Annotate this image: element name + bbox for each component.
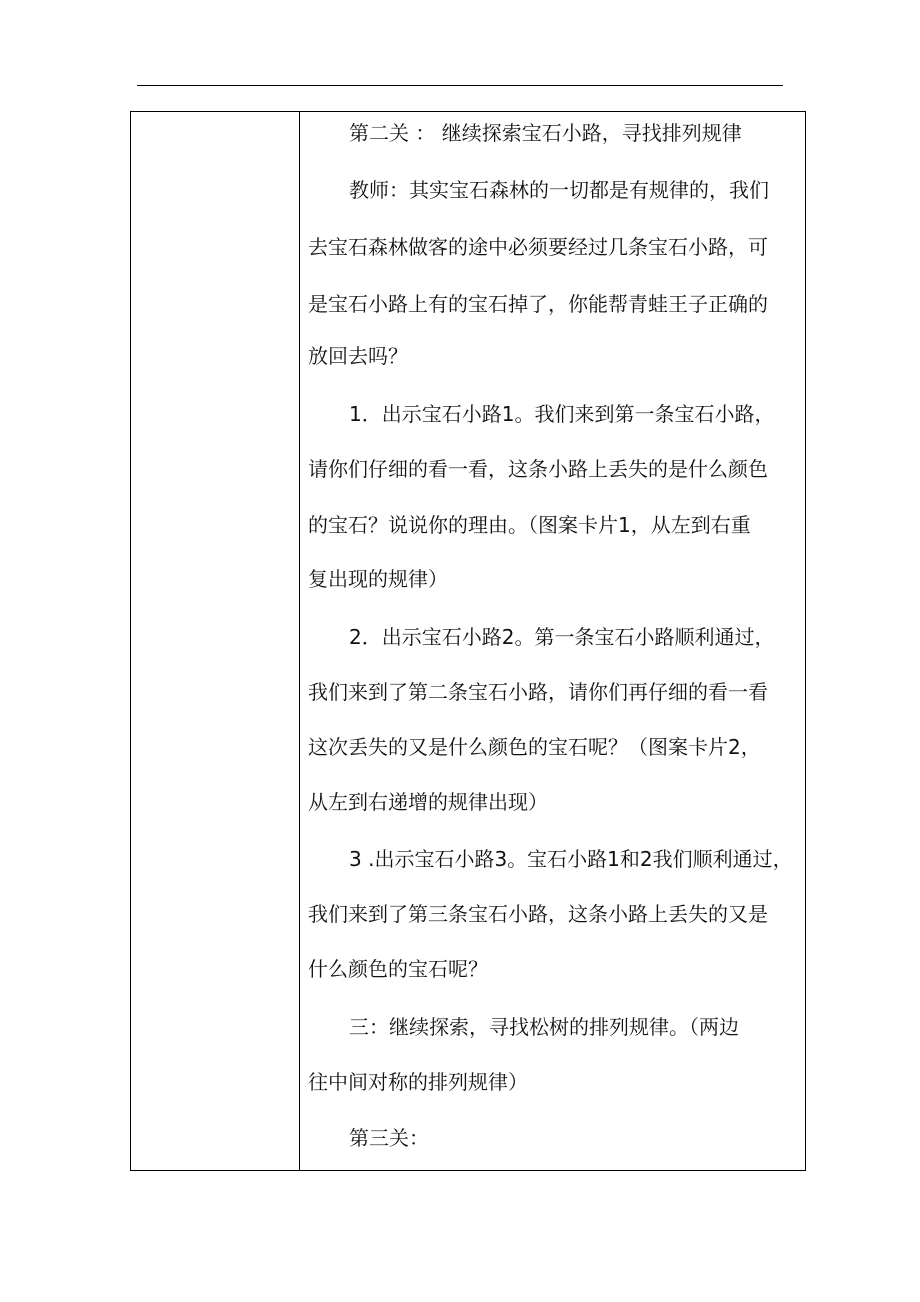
paragraph-line: 是宝石小路上有的宝石掉了，你能帮青蛙王子正确的 xyxy=(308,292,768,316)
paragraph-line: 放回去吗？ xyxy=(308,344,408,368)
list-item-1-line: 请你们仔细的看一看，这条小路上丢失的是什么颜色 xyxy=(308,457,768,481)
section-three-line: 往中间对称的排列规律） xyxy=(308,1070,528,1094)
list-item-1-line: 复出现的规律） xyxy=(308,567,448,591)
lesson-table xyxy=(130,111,806,1171)
list-item-2-line: 这次丢失的又是什么颜色的宝石呢？（图案卡片2， xyxy=(308,735,761,759)
paragraph-line: 去宝石森林做客的途中必须要经过几条宝石小路，可 xyxy=(308,235,768,259)
header-rule xyxy=(137,85,783,86)
list-item-3-line: 3 .出示宝石小路3。宝石小路1和2我们顺利通过， xyxy=(349,847,793,871)
list-item-1-line: 1．出示宝石小路1。我们来到第一条宝石小路， xyxy=(349,402,775,426)
list-item-3-line: 我们来到了第三条宝石小路，这条小路上丢失的又是 xyxy=(308,902,768,926)
list-item-1-line: 的宝石？说说你的理由。（图案卡片1，从左到右重 xyxy=(308,513,751,537)
list-item-2-line: 我们来到了第二条宝石小路，请你们再仔细的看一看 xyxy=(308,680,768,704)
right-column-cell xyxy=(300,112,805,1170)
list-item-2-line: 从左到右递增的规律出现） xyxy=(308,790,548,814)
section-heading-level-2: 第二关 ： 继续探索宝石小路，寻找排列规律 xyxy=(349,121,742,145)
left-column-cell xyxy=(131,112,300,1170)
section-heading-level-3: 第三关： xyxy=(349,1126,429,1150)
list-item-2-line: 2．出示宝石小路2。第一条宝石小路顺利通过， xyxy=(349,625,775,649)
paragraph-line: 教师：其实宝石森林的一切都是有规律的，我们 xyxy=(349,178,769,202)
list-item-3-line: 什么颜色的宝石呢？ xyxy=(308,957,488,981)
section-three-line: 三：继续探索，寻找松树的排列规律。（两边 xyxy=(349,1015,739,1039)
